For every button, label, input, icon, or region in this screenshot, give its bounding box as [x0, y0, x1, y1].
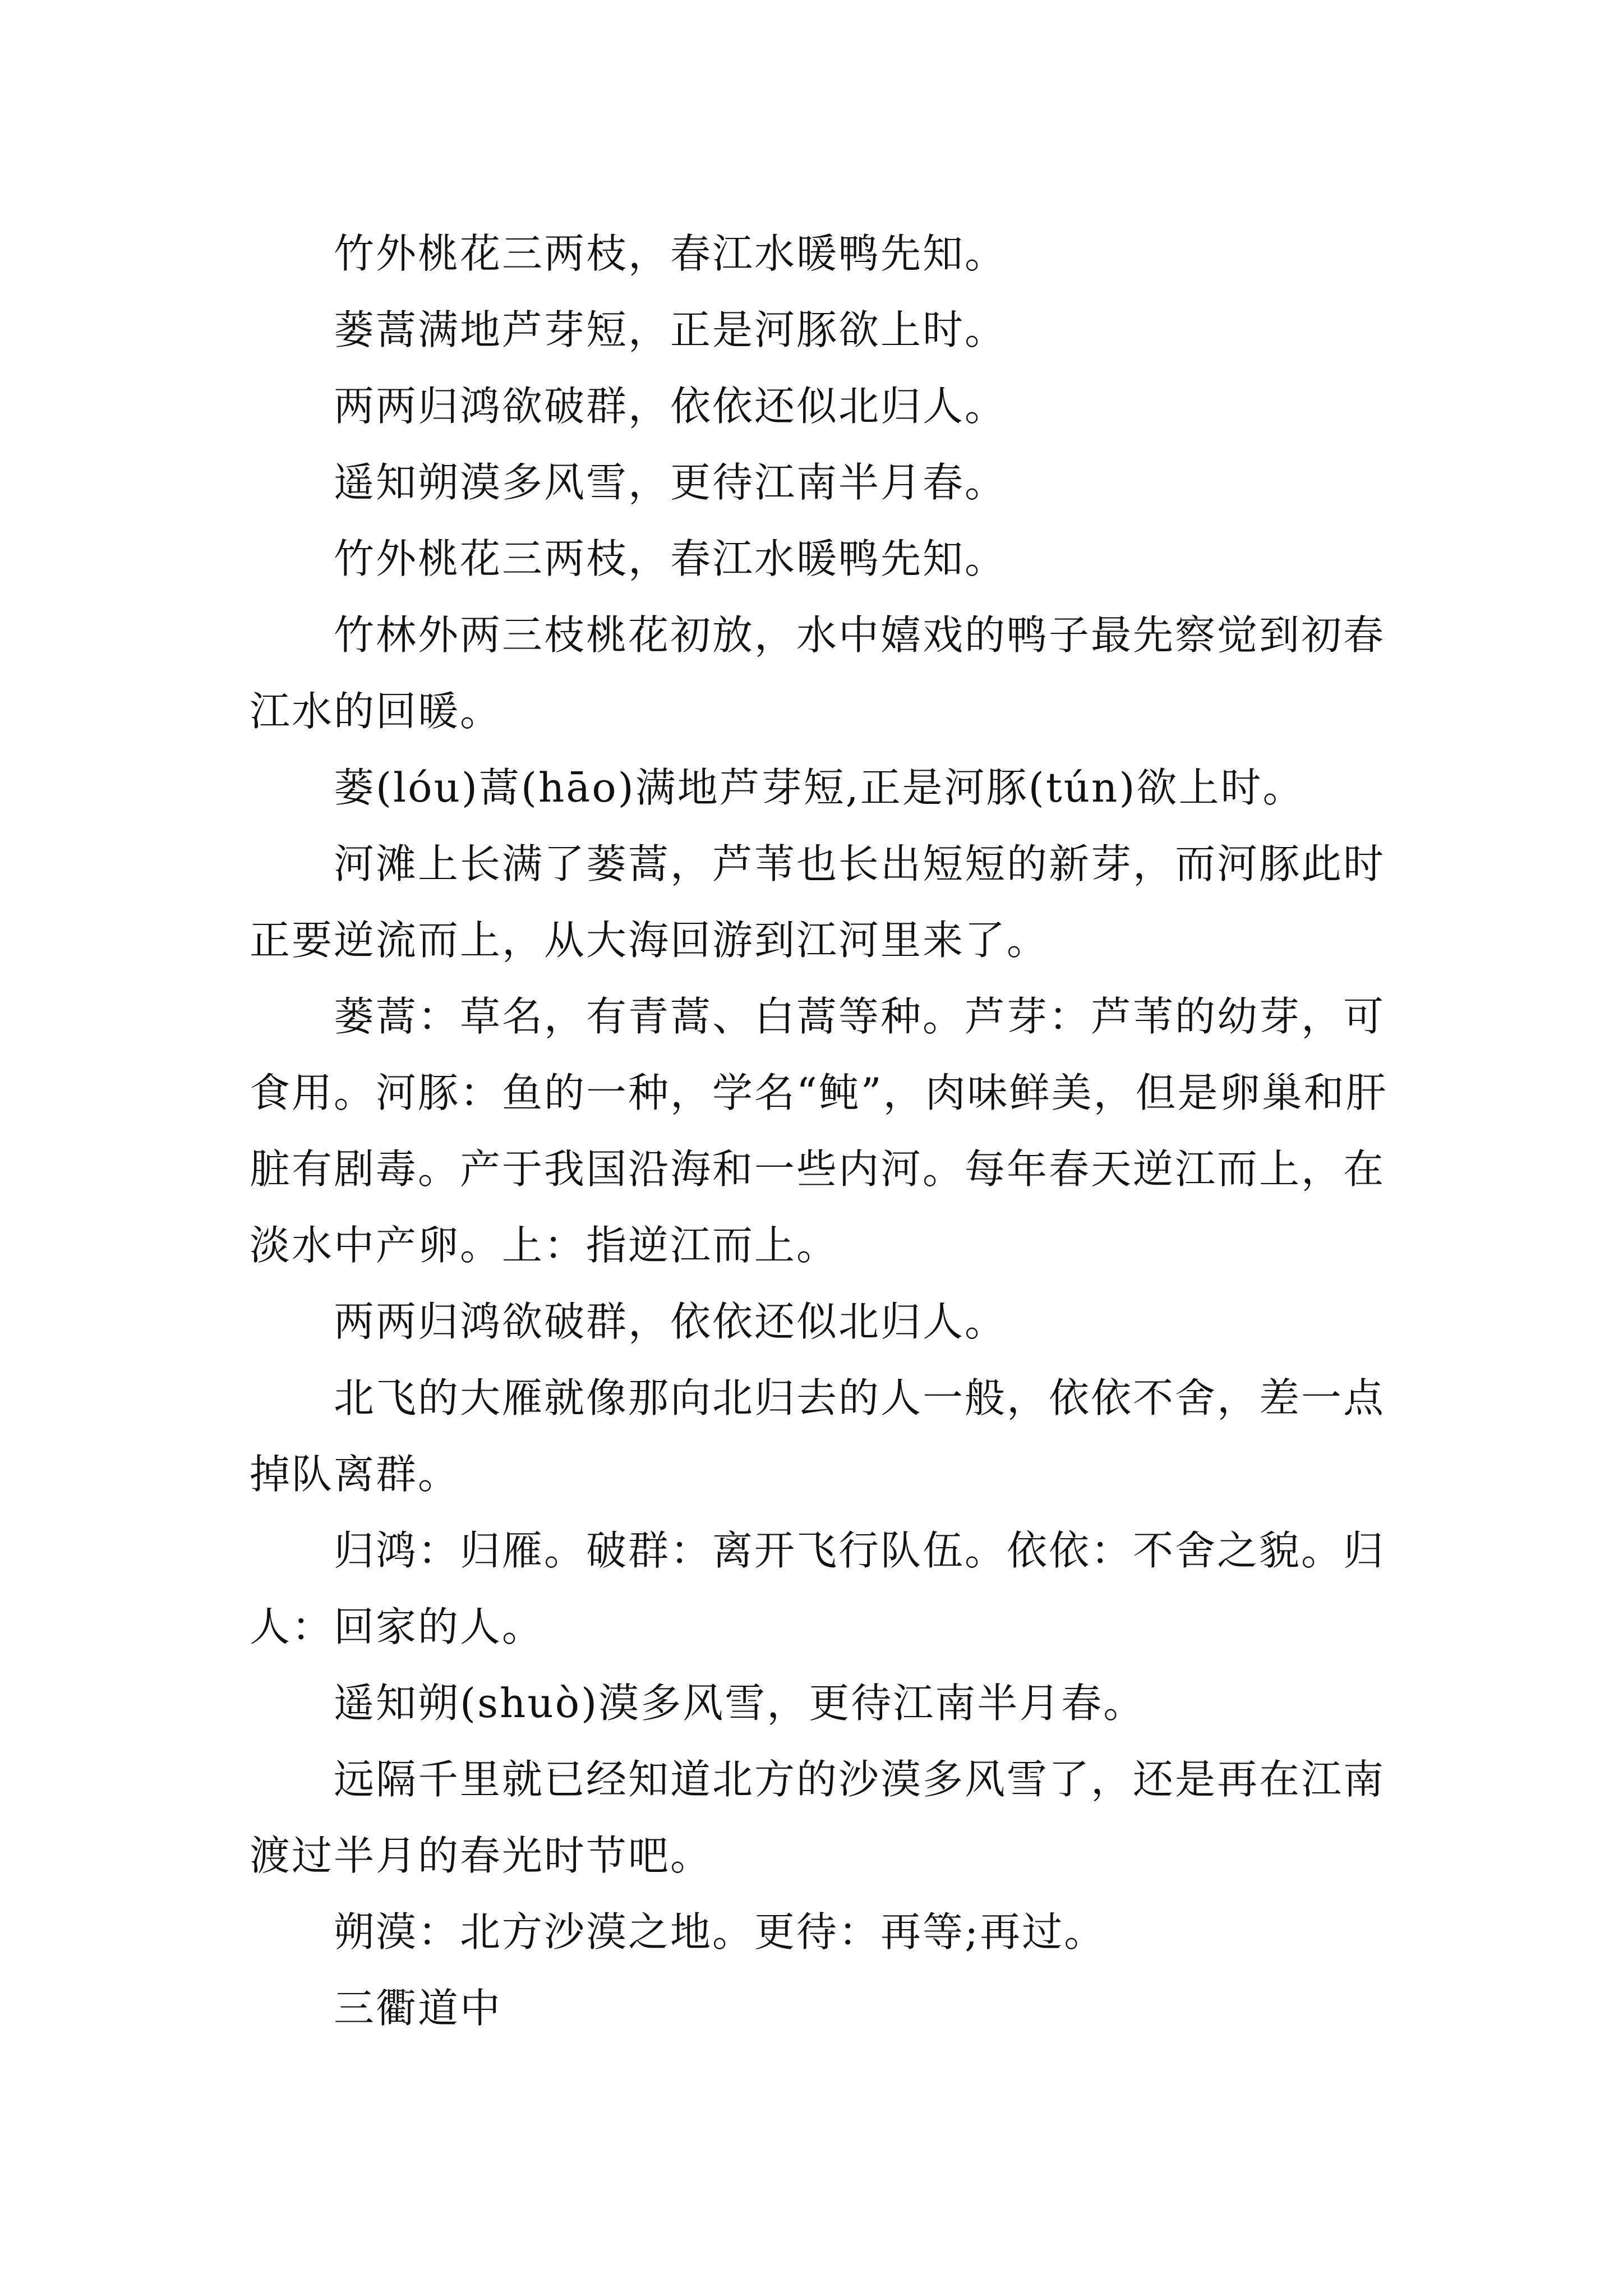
translation-paragraph: 北飞的大雁就像那向北归去的人一般，依依不舍，差一点掉队离群。 — [250, 1374, 1386, 1498]
annotation-paragraph: 归鸿：归雁。破群：离开飞行队伍。依依：不舍之貌。归人：回家的人。 — [250, 1527, 1386, 1650]
translation-paragraph: 河滩上长满了蒌蒿，芦苇也长出短短的新芽，而河豚此时正要逆流而上，从大海回游到江河里来了。 — [250, 840, 1386, 964]
poem-line-with-pinyin: 遥知朔(shuò)漠多风雪，更待江南半月春。 — [334, 1680, 1146, 1727]
poem-line: 两两归鸿欲破群，依依还似北归人。 — [334, 1298, 1007, 1345]
document-body — [250, 215, 1394, 2046]
poem-line: 竹外桃花三两枝，春江水暖鸭先知。 — [334, 535, 1007, 582]
section-heading: 三衢道中 — [334, 1985, 502, 2032]
poem-line-with-pinyin: 蒌(lóu)蒿(hāo)满地芦芽短,正是河豚(tún)欲上时。 — [334, 764, 1305, 811]
poem-line: 两两归鸿欲破群，依依还似北归人。 — [334, 383, 1007, 430]
translation-paragraph: 竹林外两三枝桃花初放，水中嬉戏的鸭子最先察觉到初春江水的回暖。 — [250, 611, 1386, 735]
poem-line: 竹外桃花三两枝，春江水暖鸭先知。 — [334, 230, 1007, 277]
translation-paragraph: 远隔千里就已经知道北方的沙漠多风雪了，还是再在江南渡过半月的春光时节吧。 — [250, 1756, 1386, 1879]
poem-line: 蒌蒿满地芦芽短，正是河豚欲上时。 — [334, 306, 1007, 353]
poem-line: 遥知朔漠多风雪，更待江南半月春。 — [334, 459, 1007, 506]
annotation-paragraph: 朔漠：北方沙漠之地。更待：再等;再过。 — [334, 1908, 1106, 1955]
annotation-paragraph: 蒌蒿：草名，有青蒿、白蒿等种。芦芽：芦苇的幼芽，可食用。河豚：鱼的一种，学名“鲀”，肉味鲜美，但是卵巢和肝脏有剧毒。产于我国沿海和一些内河。每年春天逆江而上，在淡水中产卵。上：指逆江而上。 — [250, 993, 1388, 1269]
